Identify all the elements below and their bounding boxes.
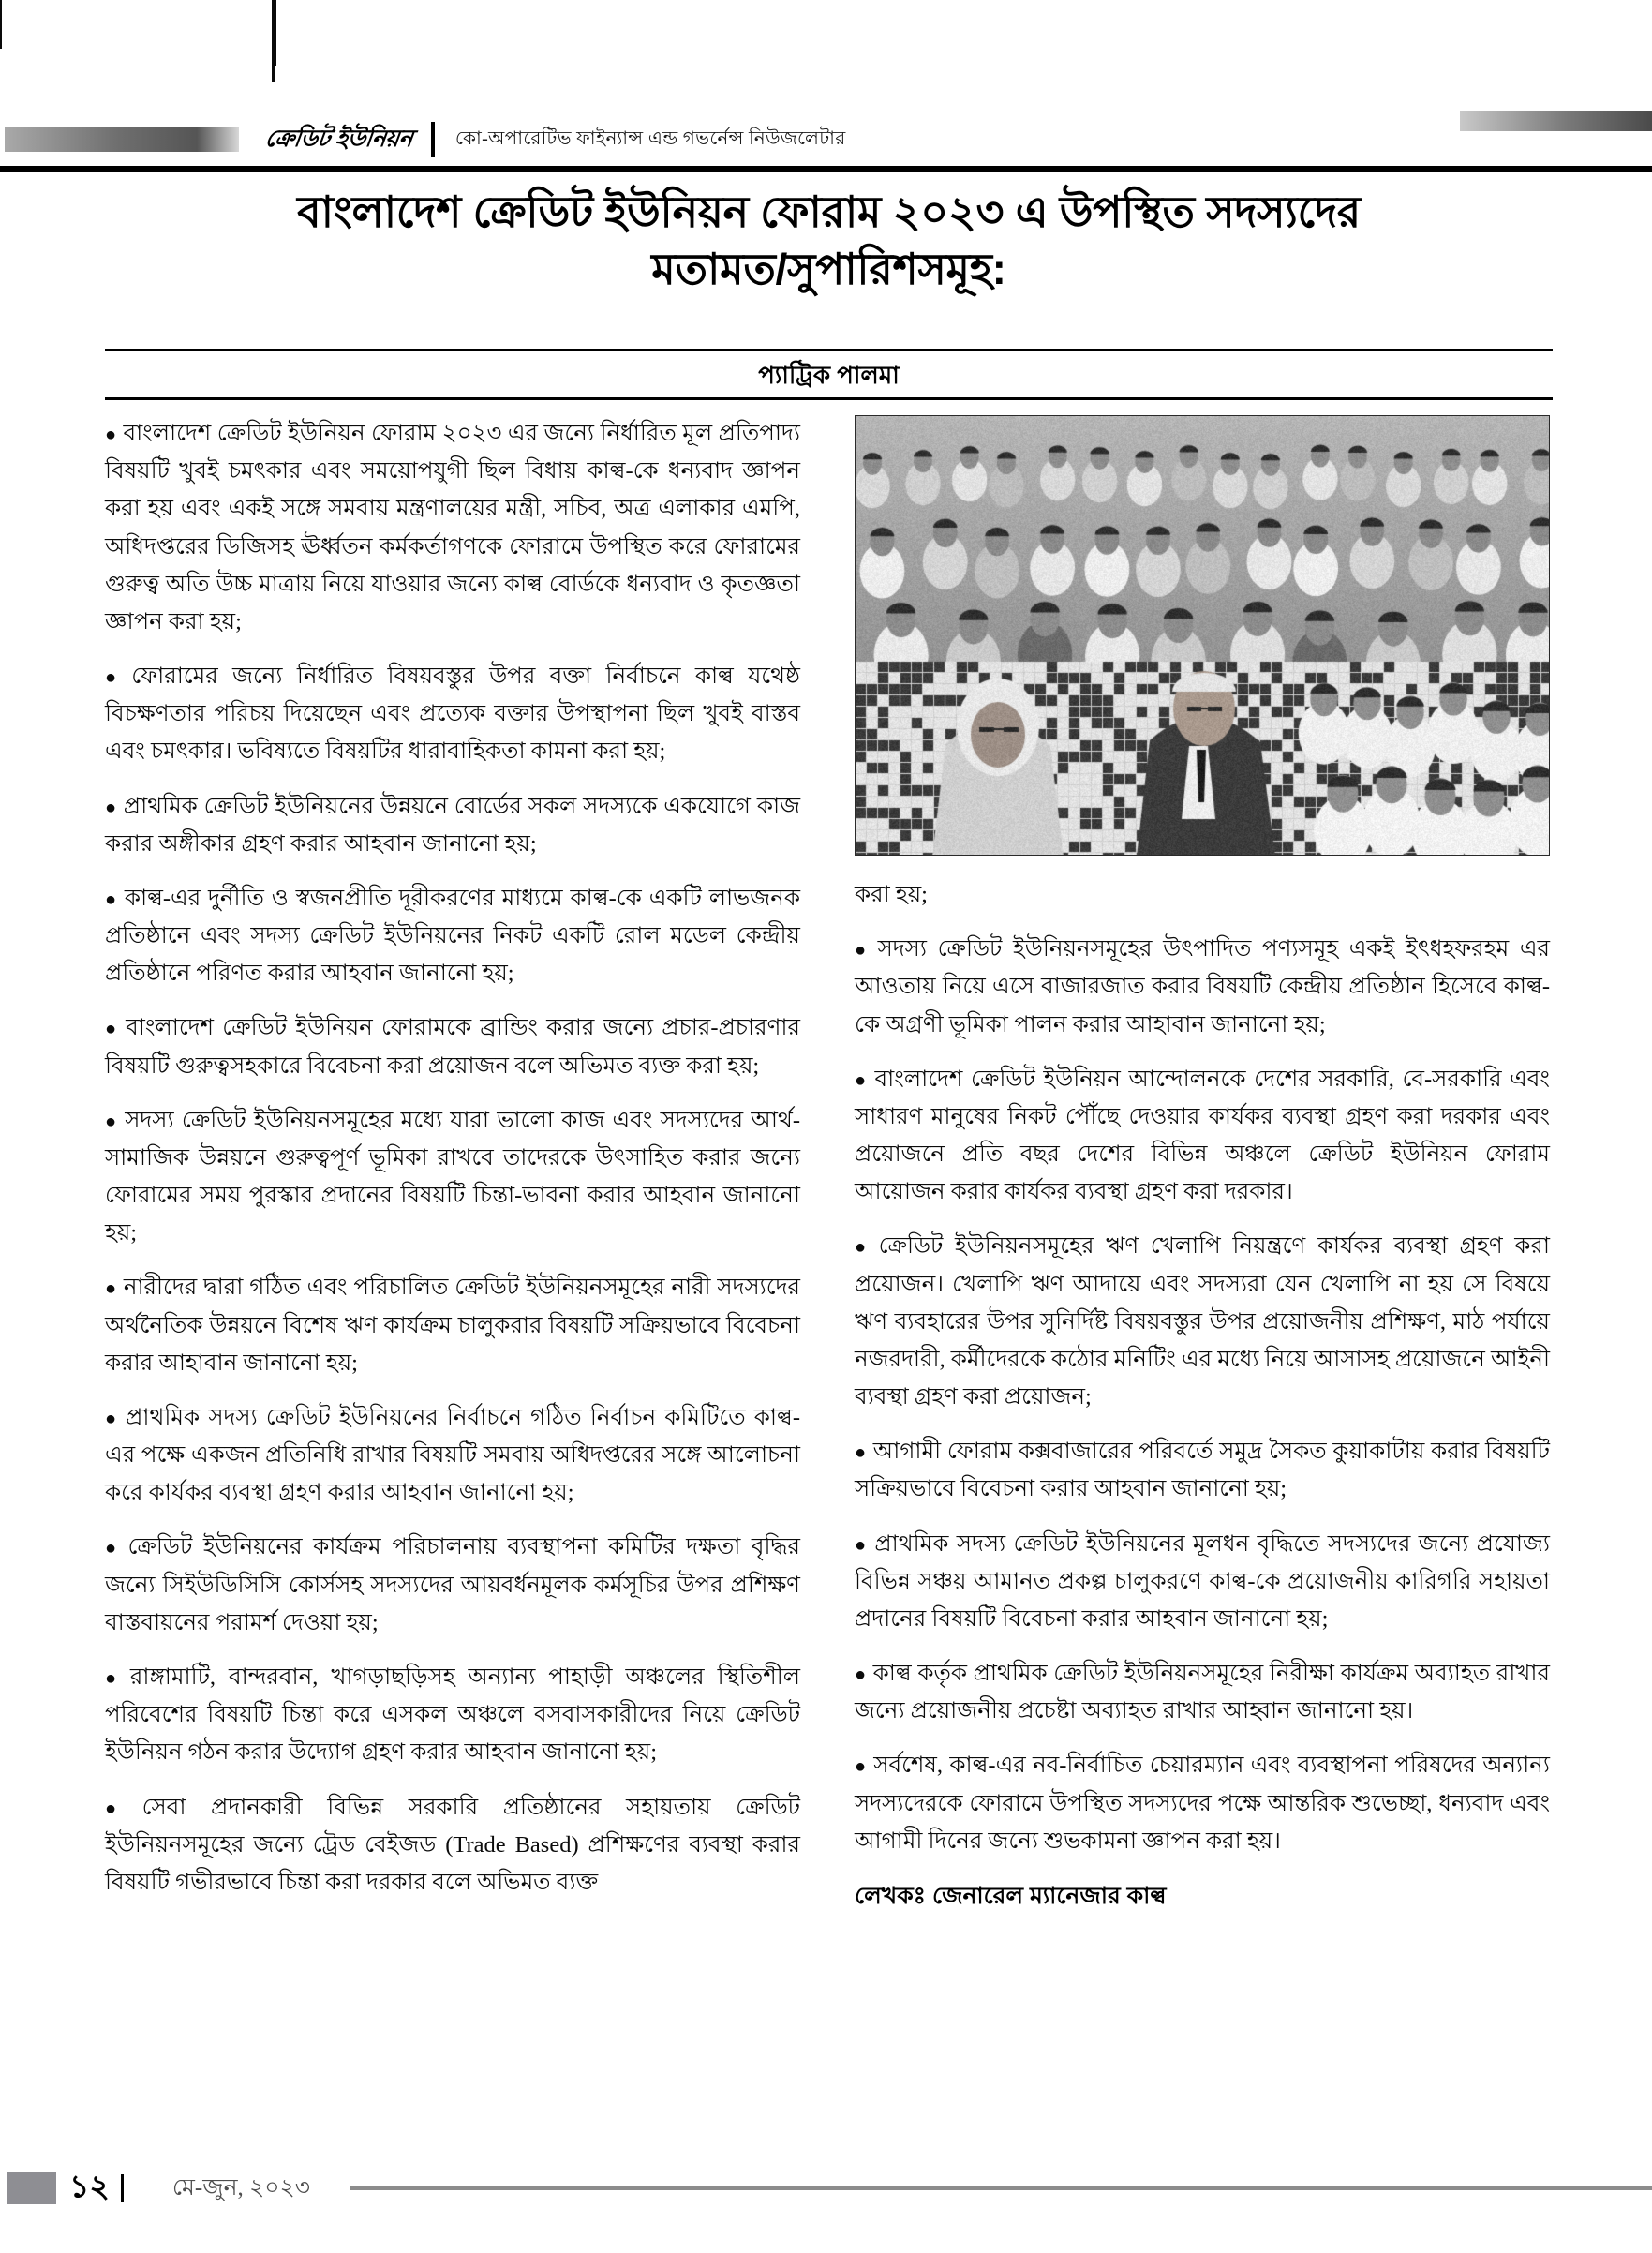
author-credit: লেখকঃ জেনারেল ম্যানেজার কাল্ব (855, 1882, 1167, 1909)
bullet-icon: ● (855, 1664, 867, 1686)
masthead-divider (431, 122, 435, 157)
body-paragraph (105, 788, 800, 863)
bullet-icon: ● (105, 797, 117, 818)
bullet-icon: ● (105, 1111, 119, 1132)
bullet-icon: ● (855, 1442, 867, 1464)
crop-mark-center-thin (275, 0, 276, 66)
headline-line-1: বাংলাদেশ ক্রেডিট ইউনিয়ন ফোরাম ২০২৩ এ উপস্থিত সদস্যদের (297, 187, 1361, 236)
bullet-icon: ● (105, 425, 117, 445)
body-paragraph (855, 1433, 1550, 1508)
bullet-icon: ● (105, 1019, 120, 1040)
bullet-icon: ● (105, 1667, 124, 1689)
paragraph-text: সদস্য ক্রেডিট ইউনিয়নসমূহের মধ্যে যারা ভালো কাজ এবং সদস্যদের আর্থ-সামাজিক উন্নয়নে গুরুত্বপূর্ণ ভূমিকা রাখবে তাদেরকে উৎসাহিত করার জন্যে ফোরামের সময় পুরস্কার প্রদানের বিষয়টি চিন্তা-ভাবনা করার আহবান জানানো হয়; (105, 1107, 800, 1246)
headline-rule (105, 349, 1553, 351)
paragraph-text: প্রাথমিক সদস্য ক্রেডিট ইউনিয়নের নির্বাচনে গঠিত নির্বাচন কমিটিতে কাল্ব-এর পক্ষে একজন প্রতিনিধি রাখার বিষয়টি সমবায় অধিদপ্তরের সঙ্গে আলোচনা করে কার্যকর ব্যবস্থা গ্রহণ করার আহবান জানানো হয়; (105, 1404, 800, 1506)
body-paragraph (855, 931, 1550, 1044)
paragraph-text: নারীদের দ্বারা গঠিত এবং পরিচালিত ক্রেডিট ইউনিয়নসমূহের নারী সদস্যদের অর্থনৈতিক উন্নয়নে বিশেষ ঋণ কার্যক্রম চালুকরার বিষয়টি সক্রিয়ভাবে বিবেচনা করার আহাবান জানানো হয়; (105, 1275, 800, 1376)
paragraph-text: কাল্ব কর্তৃক প্রাথমিক ক্রেডিট ইউনিয়নসমূহের নিরীক্ষা কার্যক্রম অব্যাহত রাখার জন্যে প্রয়োজনীয় প্রচেষ্টা অব্যাহত রাখার আহ্বান জানানো হয়। (855, 1661, 1550, 1724)
bullet-icon: ● (855, 940, 871, 962)
publication-logo: ক্রেডিট ইউনিয়ন (263, 125, 414, 152)
body-paragraph (105, 880, 800, 993)
right-column (855, 415, 1550, 1917)
bullet-icon: ● (105, 1798, 136, 1819)
body-paragraph (105, 1659, 800, 1772)
footer-separator (121, 2174, 124, 2202)
left-column (105, 415, 800, 1918)
footer-rule (350, 2186, 1652, 2190)
page-title (105, 184, 1553, 297)
paragraph-text: সদস্য ক্রেডিট ইউনিয়নসমূহের উৎপাদিত পণ্যসমূহ একই ইৎধহফরহম এর আওতায় নিয়ে এসে বাজারজাত করার বিষয়টি কেন্দ্রীয় প্রতিষ্ঠান হিসেবে কাল্ব-কে অগ্রণী ভূমিকা পালন করার আহাবান জানানো হয়; (855, 936, 1550, 1037)
paragraph-text: কাল্ব-এর দুর্নীতি ও স্বজনপ্রীতি দূরীকরণের মাধ্যমে কাল্ব-কে একটি লাভজনক প্রতিষ্ঠানে এবং সদস্য ক্রেডিট ইউনিয়নের নিকট একটি রোল মডেল কেন্দ্রীয় প্রতিষ্ঠানে পরিণত করার আহবান জানানো হয়; (105, 885, 800, 987)
body-paragraph (105, 415, 800, 641)
paragraph-text: ক্রেডিট ইউনিয়নের কার্যক্রম পরিচালনায় ব্যবস্থাপনা কমিটির দক্ষতা বৃদ্ধির জন্যে সিইউডিসিসি কোর্সসহ সদস্যদের আয়বর্ধনমূলক কর্মসূচির উপর প্রশিক্ষণ বাস্তবায়নের পরামর্শ দেওয়া হয়; (105, 1534, 800, 1635)
bullet-icon: ● (105, 1278, 117, 1300)
masthead-bottom-rule (0, 166, 1652, 172)
paragraph-text: সেবা প্রদানকারী বিভিন্ন সরকারি প্রতিষ্ঠানের সহায়তায় ক্রেডিট ইউনিয়নসমূহের জন্যে ট্রেড বেইজড (Trade Based) প্রশিক্ষণের ব্যবস্থা করার বিষয়টি গভীরভাবে চিন্তা করা দরকার বলে অভিমত ব্যক্ত (105, 1794, 800, 1895)
footer-color-swatch (7, 2172, 56, 2204)
body-paragraph (105, 1102, 800, 1253)
bullet-icon: ● (855, 1534, 869, 1556)
headline-line-2: মতামত/সুপারিশসমূহ: (651, 244, 1006, 293)
page-number: ১২ (69, 2169, 110, 2203)
page-footer (0, 2167, 1652, 2210)
bullet-icon: ● (105, 1538, 122, 1559)
body-paragraph (855, 1228, 1550, 1416)
paragraph-text: ক্রেডিট ইউনিয়নসমূহের ঋণ খেলাপি নিয়ন্ত্রণে কার্যকর ব্যবস্থা গ্রহণ করা প্রয়োজন। খেলাপি ঋণ আদায়ে এবং সদস্যরা যেন খেলাপি না হয় সে বিষয়ে ঋণ ব্যবহারের উপর সুনির্দিষ্ট বিষয়বস্তুর উপর প্রয়োজনীয় প্রশিক্ষণ, মাঠ পর্যায়ে নজরদারী, কর্মীদেরকে কঠোর মনিটিং এর মধ্যে নিয়ে আসাসহ প্রয়োজনে আইনী ব্যবস্থা গ্রহণ করা প্রয়োজন; (855, 1233, 1550, 1410)
paragraph-text: প্রাথমিক ক্রেডিট ইউনিয়নের উন্নয়নে বোর্ডের সকল সদস্যকে একযোগে কাজ করার অঙ্গীকার গ্রহণ করার আহবান জানানো হয়; (105, 793, 800, 857)
body-paragraph (105, 1399, 800, 1513)
body-paragraph (105, 1009, 800, 1084)
body-paragraph-continuation: করা হয়; (855, 882, 928, 907)
body-paragraph (855, 1061, 1550, 1212)
publication-tagline: কো-অপারেটিভ ফাইন্যান্স এন্ড গভর্নেন্স নিউজলেটার (454, 127, 846, 149)
paragraph-text: রাঙ্গামাটি, বান্দরবান, খাগড়াছড়িসহ অন্যান্য পাহাড়ী অঞ্চলের স্থিতিশীল পরিবেশের বিষয়টি চিন্তা করে এসকল অঞ্চলে বসবাসকারীদের নিয়ে ক্রেডিট ইউনিয়ন গঠন করার উদ্যোগ গ্রহণ করার আহবান জানানো হয়; (105, 1664, 800, 1766)
body-paragraph (105, 1269, 800, 1382)
bullet-icon: ● (855, 1237, 872, 1259)
bullet-icon: ● (855, 1069, 869, 1091)
crop-mark-left (0, 0, 2, 49)
bullet-icon: ● (105, 1408, 120, 1429)
paragraph-text: বাংলাদেশ ক্রেডিট ইউনিয়ন ফোরাম ২০২৩ এর জন্যে নির্ধারিত মূল প্রতিপাদ্য বিষয়টি খুবই চমৎকার এবং সময়োপযুগী ছিল বিধায় কাল্ব-কে ধন্যবাদ জ্ঞাপন করা হয় এবং একই সঙ্গে সমবায় মন্ত্রণালয়ের মন্ত্রী, সচিব, অত্র এলাকার এমপি, অধিদপ্তরের ডিজিসহ ঊর্ধ্বতন কর্মকর্তাগণকে ফোরামে উপস্থিত করে ফোরামের গুরুত্ব অতি উচ্চ মাত্রায় নিয়ে যাওয়ার জন্যে কাল্ব বোর্ডকে ধন্যবাদ ও কৃতজ্ঞতা জ্ঞাপন করা হয়; (105, 421, 800, 634)
issue-date: মে-জুন, ২০২৩ (171, 2174, 311, 2201)
crop-mark-center (272, 0, 275, 82)
paragraph-text: আগামী ফোরাম কক্সবাজারের পরিবর্তে সমুদ্র সৈকত কুয়াকাটায় করার বিষয়টি সক্রিয়ভাবে বিবেচনা করার আহবান জানানো হয়; (855, 1439, 1550, 1502)
masthead (0, 111, 1652, 169)
body-paragraph (855, 1655, 1550, 1730)
bullet-icon: ● (105, 667, 126, 689)
paragraph-text: বাংলাদেশ ক্রেডিট ইউনিয়ন ফোরামকে ব্রান্ডিং করার জন্যে প্রচার-প্রচারণার বিষয়টি গুরুত্বসহকারে বিবেচনা করা প্রয়োজন বলে অভিমত ব্যক্ত করা হয়; (105, 1015, 800, 1079)
body-paragraph (105, 1789, 800, 1902)
paragraph-text: বাংলাদেশ ক্রেডিট ইউনিয়ন আন্দোলনকে দেশের সরকারি, বে-সরকারি এবং সাধারণ মানুষের নিকট পৌঁছে দেওয়ার কার্যকর ব্যবস্থা গ্রহণ করা দরকার এবং প্রয়োজনে প্রতি বছর দেশের বিভিন্ন অঞ্চলে ক্রেডিট ইউনিয়ন ফোরাম আয়োজন করার কার্যকর ব্যবস্থা গ্রহণ করা দরকার। (855, 1066, 1550, 1205)
bullet-icon: ● (105, 888, 118, 910)
byline-rule (105, 397, 1553, 400)
body-paragraph (855, 1526, 1550, 1639)
body-paragraph (855, 1747, 1550, 1860)
masthead-right-gradient-bar (1460, 111, 1652, 131)
paragraph-text: সর্বশেষ, কাল্ব-এর নব-নির্বাচিত চেয়ারম্যান এবং ব্যবস্থাপনা পরিষদের অন্যান্য সদস্যদেরকে ফোরামে উপস্থিত সদস্যদের পক্ষে আন্তরিক শুভেচ্ছা, ধন্যবাদ এবং আগামী দিনের জন্যে শুভকামনা জ্ঞাপন করা হয়। (855, 1753, 1550, 1854)
byline: প্যাট্রিক পালমা (758, 361, 900, 389)
bullet-icon: ● (855, 1756, 868, 1778)
masthead-gradient-bar (5, 127, 239, 152)
body-paragraph (105, 658, 800, 771)
paragraph-text: ফোরামের জন্যে নির্ধারিত বিষয়বস্তুর উপর বক্তা নির্বাচনে কাল্ব যথেষ্ঠ বিচক্ষণতার পরিচয় দিয়েছেন এবং প্রত্যেক বক্তার উপস্থাপনা ছিল খুবই বাস্তব এবং চমৎকার। ভবিষ্যতে বিষয়টির ধারাবাহিকতা কামনা করা হয়; (105, 664, 800, 765)
paragraph-text: প্রাথমিক সদস্য ক্রেডিট ইউনিয়নের মূলধন বৃদ্ধিতে সদস্যদের জন্যে প্রযোজ্য বিভিন্ন সঞ্চয় আমানত প্রকল্প চালুকরণে কাল্ব-কে প্রয়োজনীয় কারিগরি সহায়তা প্রদানের বিষয়টি বিবেচনা করার আহবান জানানো হয়; (855, 1530, 1550, 1632)
forum-audience-photo (855, 415, 1550, 856)
body-paragraph (105, 1529, 800, 1642)
